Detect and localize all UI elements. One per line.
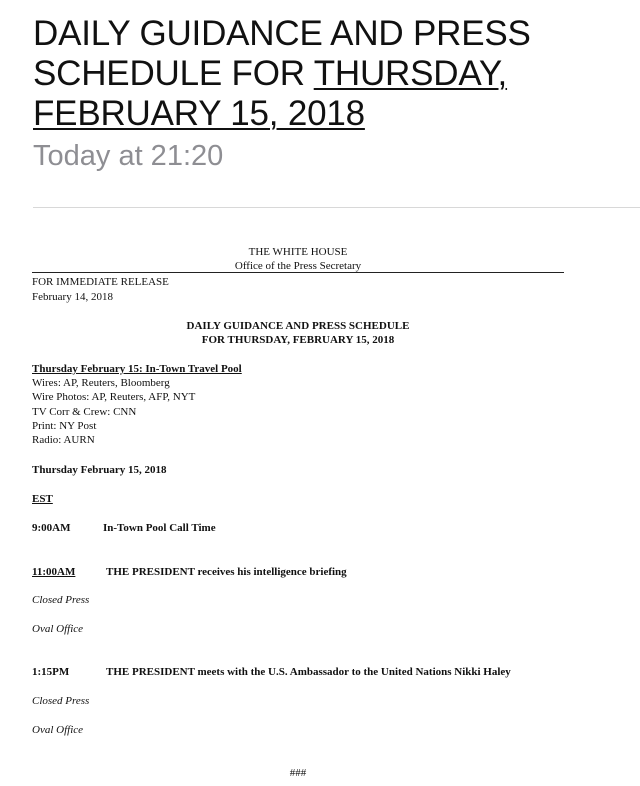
release-title-1: DAILY GUIDANCE AND PRESS SCHEDULE — [186, 320, 410, 332]
title-line-2-a: SCHEDULE FOR — [33, 54, 314, 93]
event-time: 9:00AM — [32, 522, 71, 534]
schedule-timezone: EST — [32, 493, 53, 505]
event-press: Closed Press — [32, 695, 90, 707]
pool-line: Wires: AP, Reuters, Bloomberg — [32, 377, 170, 389]
title-line-2 — [33, 54, 623, 94]
event-description: THE PRESIDENT meets with the U.S. Ambassador to the United Nations Nikki Haley — [106, 666, 511, 678]
title-link-thursday[interactable]: THURSDAY — [313, 54, 498, 93]
title-comma: , — [497, 54, 508, 93]
event-location: Oval Office — [32, 623, 84, 635]
event-description: THE PRESIDENT receives his intelligence briefing — [106, 566, 347, 578]
event-time: 11:00AM — [32, 566, 76, 578]
release-office: Office of the Press Secretary — [234, 260, 362, 272]
release-org: THE WHITE HOUSE — [248, 246, 348, 258]
pool-line: TV Corr & Crew: CNN — [32, 406, 137, 418]
event-time: 1:15PM — [32, 666, 70, 678]
pool-line: Print: NY Post — [32, 420, 97, 432]
schedule-date: Thursday February 15, 2018 — [32, 464, 167, 476]
event-description: In-Town Pool Call Time — [103, 522, 216, 534]
pool-heading: Thursday February 15: In-Town Travel Pool — [32, 363, 242, 375]
pool-line: Radio: AURN — [32, 434, 95, 446]
note-timestamp: Today at 21:20 — [33, 140, 224, 172]
event-location: Oval Office — [32, 724, 84, 736]
header-divider — [33, 207, 640, 208]
title-line-1: DAILY GUIDANCE AND PRESS — [33, 14, 531, 53]
pool-line: Wire Photos: AP, Reuters, AFP, NYT — [32, 391, 196, 403]
release-title-2: FOR THURSDAY, FEBRUARY 15, 2018 — [201, 334, 395, 346]
end-mark: ### — [289, 767, 307, 779]
note-title — [33, 14, 623, 134]
title-link-date[interactable]: FEBRUARY 15, 2018 — [33, 94, 365, 133]
release-immediate: FOR IMMEDIATE RELEASE — [32, 276, 169, 288]
release-date: February 14, 2018 — [32, 291, 113, 303]
release-rule — [32, 272, 564, 273]
event-press: Closed Press — [32, 594, 90, 606]
